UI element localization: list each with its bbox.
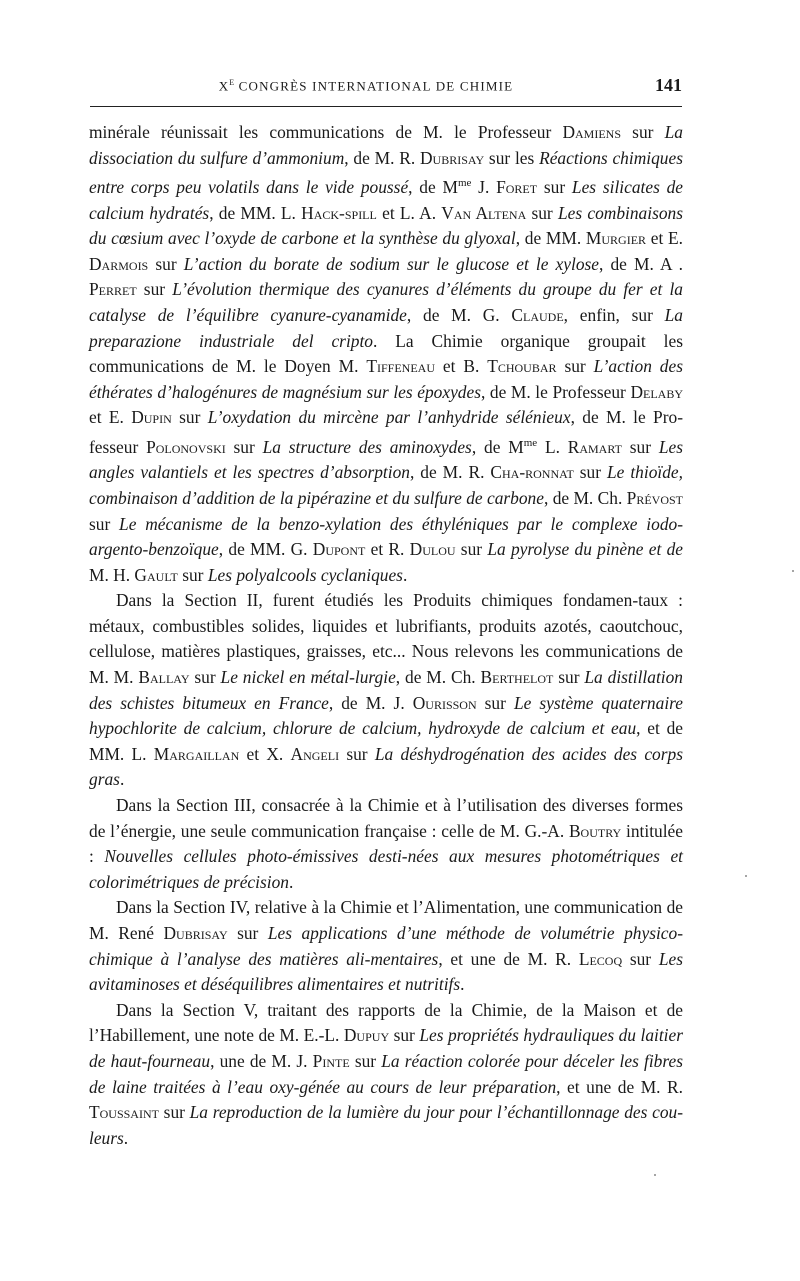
text-run: , de M. R.: [344, 147, 420, 168]
author-name: Foret: [496, 176, 538, 197]
author-name: Dupont: [312, 539, 366, 560]
text-run: Dans la Section IV, relative à la Chimie et l’Alimentation, une communication de M. René: [89, 897, 683, 943]
paper-title: Le mécanisme de la benzo-xylation des éthyléniques par le complexe iodo-argento-benzoïque: [89, 513, 683, 560]
text-run: , et de MM. L.: [89, 718, 683, 764]
paper-title: Le nickel en métal-lurgie: [220, 667, 396, 688]
text-run: sur: [225, 436, 263, 457]
text-run: sur les: [484, 147, 540, 168]
paper-title: La preparazione industriale del cripto: [89, 304, 683, 351]
author-name: Berthelot: [480, 667, 554, 688]
text-run: . La Chimie organique groupait les communications de M. le Doyen M.: [89, 330, 683, 377]
author-name: Cha-ronnat: [490, 462, 574, 483]
paper-title: L’évolution thermique des cyanures d’éléments du groupe du fer et la catalyse de l’équilibre cyanure-cyanamide: [89, 279, 684, 325]
author-name: Pinte: [312, 1050, 350, 1071]
text-run: et L. A.: [376, 202, 442, 223]
text-run: sur: [526, 202, 558, 223]
text-run: J.: [471, 176, 497, 197]
print-speck: [792, 570, 794, 572]
paragraph: [89, 793, 683, 895]
author-name: Dubrisay: [419, 147, 485, 168]
paper-title: La structure des aminoxydes: [262, 436, 472, 457]
text-run: , une de M. J.: [210, 1050, 313, 1071]
text-run: .: [402, 564, 408, 585]
running-title: [90, 78, 642, 94]
author-name: Ourisson: [412, 692, 477, 713]
superscript: me: [523, 436, 538, 449]
author-name: Tchoubar: [487, 356, 557, 377]
author-name: Dulou: [409, 539, 456, 560]
author-name: Van Altena: [441, 202, 527, 223]
author-name: Ramart: [567, 436, 622, 457]
paper-title: Les combinaisons du cœsium avec l’oxyde de carbone et la synthèse du glyoxal: [89, 202, 684, 249]
text-run: .: [119, 769, 125, 790]
congress-title: CONGRÈS INTERNATIONAL DE CHIMIE: [234, 78, 514, 94]
text-run: , de M. A .: [599, 253, 684, 274]
text-run: , de M: [408, 176, 458, 197]
author-name: Toussaint: [89, 1102, 159, 1123]
author-name: Angeli: [290, 743, 340, 764]
text-run: et E.: [646, 228, 683, 249]
text-run: et B.: [434, 356, 488, 377]
text-run: sur: [476, 692, 514, 713]
paper-title: L’action du borate de sodium sur le glucose et le xylose: [183, 253, 600, 274]
paper-title: Les avitaminoses et déséquilibres alimentaires et nutritifs: [89, 948, 683, 995]
paper-title: La déshydrogénation des acides des corps gras: [89, 743, 683, 790]
paper-title: La réaction colorée pour déceler les fibres de laine traitées à l’eau oxy-génée au cours de leur préparation: [89, 1050, 683, 1097]
page-number: 141: [655, 75, 682, 95]
author-name: Dupin: [131, 407, 172, 428]
text-run: minérale réunissait les communications de M. le Professeur: [89, 122, 563, 142]
text-run: , de MM. L.: [209, 202, 302, 223]
text-run: sur: [339, 743, 375, 764]
text-run: , de MM. G.: [218, 539, 313, 560]
paper-title: La dissociation du sulfure d’ammonium: [89, 122, 684, 168]
superscript: me: [457, 177, 472, 190]
text-run: et E.: [89, 407, 132, 428]
text-run: , de M. J.: [328, 692, 413, 713]
text-run: sur: [89, 513, 120, 534]
paper-title: Les silicates de calcium hydratés: [89, 176, 684, 223]
paper-title: Réactions chimiques entre corps peu volatils dans le vide poussé: [89, 147, 683, 197]
print-speck: [654, 1174, 656, 1176]
print-speck: [745, 875, 747, 877]
text-run: , et une de M. R.: [556, 1076, 684, 1097]
text-run: .: [123, 1127, 129, 1148]
paper-title: Les angles valantiels et les spectres d’absorption: [89, 436, 683, 483]
text-run: sur: [148, 253, 184, 274]
text-run: sur: [158, 1102, 190, 1123]
text-run: sur: [553, 667, 585, 688]
paper-title: La distillation des schistes bitumeux en France: [89, 667, 684, 713]
paper-title: Les applications d’une méthode de volumétrie physico-chimique à l’analyse des matières ali-mentaires: [89, 923, 683, 969]
text-run: , de M. le Professeur: [480, 381, 631, 402]
author-name: Claude: [511, 304, 564, 325]
ordinal-superscript: E: [229, 78, 235, 87]
author-name: Margaillan: [153, 743, 240, 764]
paper-title: Le système quaternaire hypochlorite de calcium, chlorure de calcium, hydroxyde de calcium et eau: [89, 692, 683, 739]
text-run: , de M. G.: [406, 304, 512, 325]
author-name: Murgier: [585, 228, 647, 249]
text-run: sur: [621, 436, 659, 457]
author-name: Hack-spill: [301, 202, 377, 223]
text-run: sur: [189, 667, 221, 688]
text-run: Dans la Section II, furent étudiés les Produits chimiques fondamen-taux : métaux, combustibles solides, liquides et lubrifiants, produits azotés, caoutchouc, cellulose, matières plastiques, graisses, etc... Nous relevons les communications de M. M.: [89, 590, 683, 688]
text-run: sur: [622, 948, 659, 969]
text-run: , et une de M. R.: [438, 948, 579, 969]
author-name: Polonovski: [146, 436, 226, 457]
paper-title: La pyrolyse du pinène et de: [487, 539, 683, 560]
author-name: Prévost: [626, 487, 683, 508]
text-run: .: [460, 974, 465, 995]
text-run: sur: [556, 356, 594, 377]
text-run: sur: [389, 1025, 420, 1046]
text-run: , de M. Ch.: [543, 487, 627, 508]
text-run: et R.: [365, 539, 410, 560]
author-name: Damiens: [562, 122, 621, 142]
text-run: sur: [227, 923, 268, 943]
author-name: Ballay: [138, 667, 190, 688]
paragraph: [89, 120, 683, 588]
author-name: Gault: [134, 564, 178, 585]
text-run: sur: [537, 176, 572, 197]
body-text: [89, 120, 683, 1151]
paragraph: [89, 998, 683, 1152]
text-run: , de M. R.: [409, 462, 491, 483]
paper-title: Les propriétés hydrauliques du laitier de haut-fourneau: [89, 1025, 684, 1071]
text-run: sur: [455, 539, 488, 560]
author-name: Dubrisay: [163, 923, 228, 943]
congress-ordinal: X: [218, 78, 230, 94]
author-name: Lecoq: [578, 948, 623, 969]
text-run: , de MM.: [515, 228, 586, 249]
paragraph: [89, 895, 683, 997]
text-run: sur: [573, 462, 607, 483]
running-header: [90, 75, 682, 100]
text-run: , de M: [471, 436, 524, 457]
text-run: Dans la Section III, consacrée à la Chimie et à l’utilisation des diverses formes de l’énergie, une seule communication française : celle de M. G.-A.: [89, 795, 683, 841]
paper-title: Les polyalcools cyclaniques: [207, 564, 403, 585]
text-run: sur: [349, 1050, 382, 1071]
text-run: sur: [171, 407, 208, 428]
paper-title: Nouvelles cellules photo-émissives desti-nées aux mesures photométriques et colorimétriques de précision: [89, 846, 683, 892]
author-name: Boutry: [568, 820, 622, 841]
paper-title: L’action des éthérates d’halogénures de magnésium sur les époxydes: [89, 356, 683, 402]
text-run: M. H.: [89, 564, 135, 585]
text-run: , de M. Ch.: [395, 667, 481, 688]
text-run: sur: [177, 564, 208, 585]
paper-title: L’oxydation du mircène par l’anhydride sélénieux: [207, 407, 571, 428]
author-name: Delaby: [630, 381, 683, 402]
paper-title: La reproduction de la lumière du jour pour l’échantillonnage des cou-leurs: [89, 1102, 683, 1148]
text-run: , enfin, sur: [563, 304, 665, 325]
author-name: Dupuy: [343, 1025, 390, 1046]
author-name: Perret: [89, 279, 137, 300]
text-run: sur: [621, 122, 665, 142]
header-rule: [90, 106, 682, 107]
text-run: sur: [136, 279, 173, 300]
text-run: L.: [537, 436, 568, 457]
text-run: intitulée :: [89, 820, 683, 867]
text-run: .: [288, 871, 294, 892]
paragraph: [89, 588, 683, 793]
author-name: Darmois: [89, 253, 149, 274]
author-name: Tiffeneau: [366, 356, 435, 377]
text-run: et X.: [239, 743, 291, 764]
text-run: Dans la Section V, traitant des rapports de la Chimie, de la Maison et de l’Habillement, une note de M. E.-L.: [89, 999, 683, 1046]
text-run: , de M. le Pro-fesseur: [89, 407, 683, 457]
paper-title: Le thioïde, combinaison d’addition de la pipérazine et du sulfure de carbone: [89, 462, 683, 508]
